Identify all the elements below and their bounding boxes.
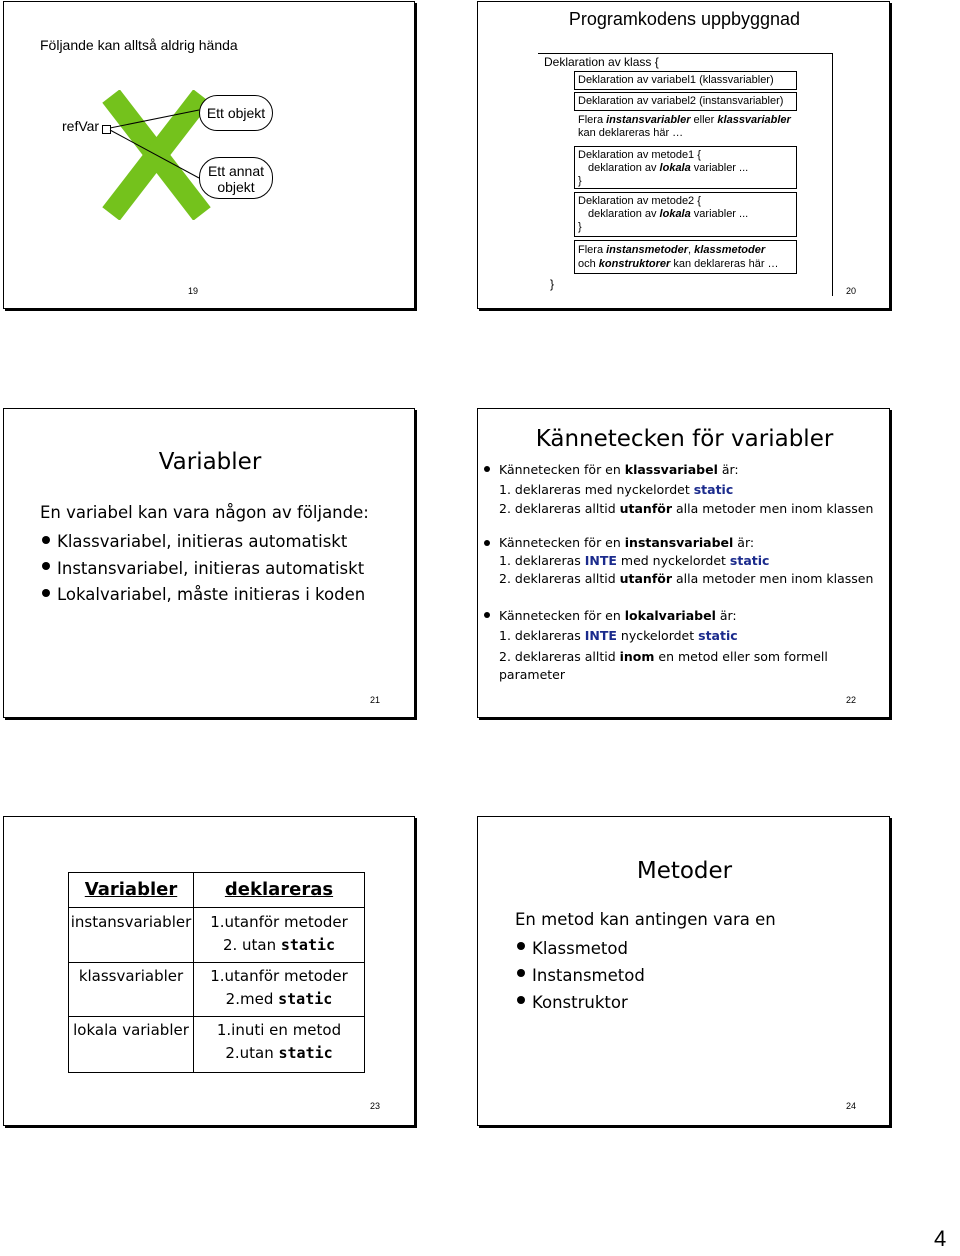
table-cell: instansvariabler	[69, 908, 194, 963]
feature-groups	[482, 460, 886, 684]
method-kind-list	[515, 935, 875, 1016]
object-box-1-label: Ett objekt	[206, 105, 266, 121]
slide-20	[477, 1, 890, 309]
method1-box: Deklaration av metode1 { deklaration av lokala variabler ... }	[574, 146, 797, 189]
list-item: 2. deklareras alltid utanför alla metoder men inom klassen	[499, 501, 874, 516]
slide-number: 22	[846, 695, 857, 705]
table-row	[69, 963, 365, 1017]
var2-box	[574, 92, 797, 111]
slide-24	[477, 816, 890, 1126]
table-cell: 1.utanför metoder 2. utan static	[194, 908, 365, 963]
group-heading: Kännetecken för en lokalvariabel är:	[482, 606, 886, 626]
slide-number: 21	[370, 695, 381, 705]
slide-20-title: Programkodens uppbyggnad	[568, 9, 801, 29]
list-item: Instansvariabel, initieras automatiskt	[40, 556, 410, 583]
table-header-row	[69, 873, 365, 908]
class-close-brace: }	[550, 277, 555, 291]
list-item: 1. deklareras INTE nyckelordet static	[499, 628, 738, 643]
slide-23	[3, 816, 415, 1126]
table-cell: 1.utanför metoder 2.med static	[194, 963, 365, 1017]
method2-box: Deklaration av metode2 { deklaration av lokala variabler ... }	[574, 192, 797, 237]
var1-box	[574, 71, 797, 90]
methods-note-box: Flera instansmetoder, klassmetoder och konstruktorer kan deklareras här …	[574, 240, 797, 274]
klassvariabel-group	[482, 460, 886, 480]
slide-19-title: Följande kan alltså aldrig hända	[40, 37, 238, 53]
list-item: 2. deklareras alltid inom en metod eller som formell	[499, 649, 828, 664]
variables-table	[68, 872, 365, 1073]
var2-text: Deklaration av variabel2 (instansvariabler)	[578, 95, 784, 107]
list-item: 1. deklareras INTE med nyckelordet static	[499, 553, 770, 568]
header-cell: Variabler	[69, 873, 194, 908]
table-cell: klassvariabler	[69, 963, 194, 1017]
list-item: Klassmetod	[515, 935, 875, 962]
list-item: Instansmetod	[515, 962, 875, 989]
slide-19	[3, 1, 415, 309]
instansvariabel-group	[482, 534, 886, 552]
table-row	[69, 1017, 365, 1073]
object-box-1	[199, 95, 273, 131]
lokalvariabel-group	[482, 606, 886, 626]
list-item: parameter	[499, 667, 565, 682]
slide-22-title: Kännetecken för variabler	[535, 426, 834, 452]
object-box-2-line2: objekt	[217, 179, 255, 195]
page-number: 4	[934, 1226, 947, 1251]
list-item: 1. deklareras med nyckelordet static	[499, 482, 734, 497]
table-cell: lokala variabler	[69, 1017, 194, 1073]
variable-kind-list	[40, 529, 410, 609]
object-box-2-line1: Ett annat	[207, 163, 265, 179]
list-item: Klassvariabel, initieras automatiskt	[40, 529, 410, 556]
list-item: Lokalvariabel, måste initieras i koden	[40, 582, 410, 609]
slide-24-intro: En metod kan antingen vara en	[515, 910, 776, 929]
slide-number: 19	[188, 286, 199, 296]
group-heading: Kännetecken för en klassvariabel är:	[482, 460, 886, 480]
slide-21	[3, 408, 415, 718]
table-row	[69, 908, 365, 963]
slide-22	[477, 408, 890, 718]
refvar-label: refVar	[62, 118, 100, 134]
slide-24-title: Metoder	[636, 858, 733, 884]
header-cell: deklareras	[194, 873, 365, 908]
multi-variables-note: Flera instansvariabler eller klassvariabler kan deklareras här …	[578, 114, 791, 139]
reference-arrows	[4, 2, 416, 310]
slide-21-intro: En variabel kan vara någon av följande:	[40, 503, 369, 522]
slide-21-title: Variabler	[158, 449, 262, 475]
list-item: Konstruktor	[515, 989, 875, 1016]
group-heading: Kännetecken för en instansvariabel är:	[482, 534, 886, 552]
slide-number: 23	[370, 1101, 381, 1111]
slide-number: 24	[846, 1101, 857, 1111]
slide-number: 20	[846, 286, 857, 296]
list-item: 2. deklareras alltid utanför alla metoder men inom klassen	[499, 571, 874, 586]
table-cell: 1.inuti en metod 2.utan static	[194, 1017, 365, 1073]
var1-text: Deklaration av variabel1 (klassvariabler)	[578, 74, 774, 86]
object-box-2	[199, 157, 273, 199]
class-declaration: Deklaration av klass {	[544, 55, 659, 69]
